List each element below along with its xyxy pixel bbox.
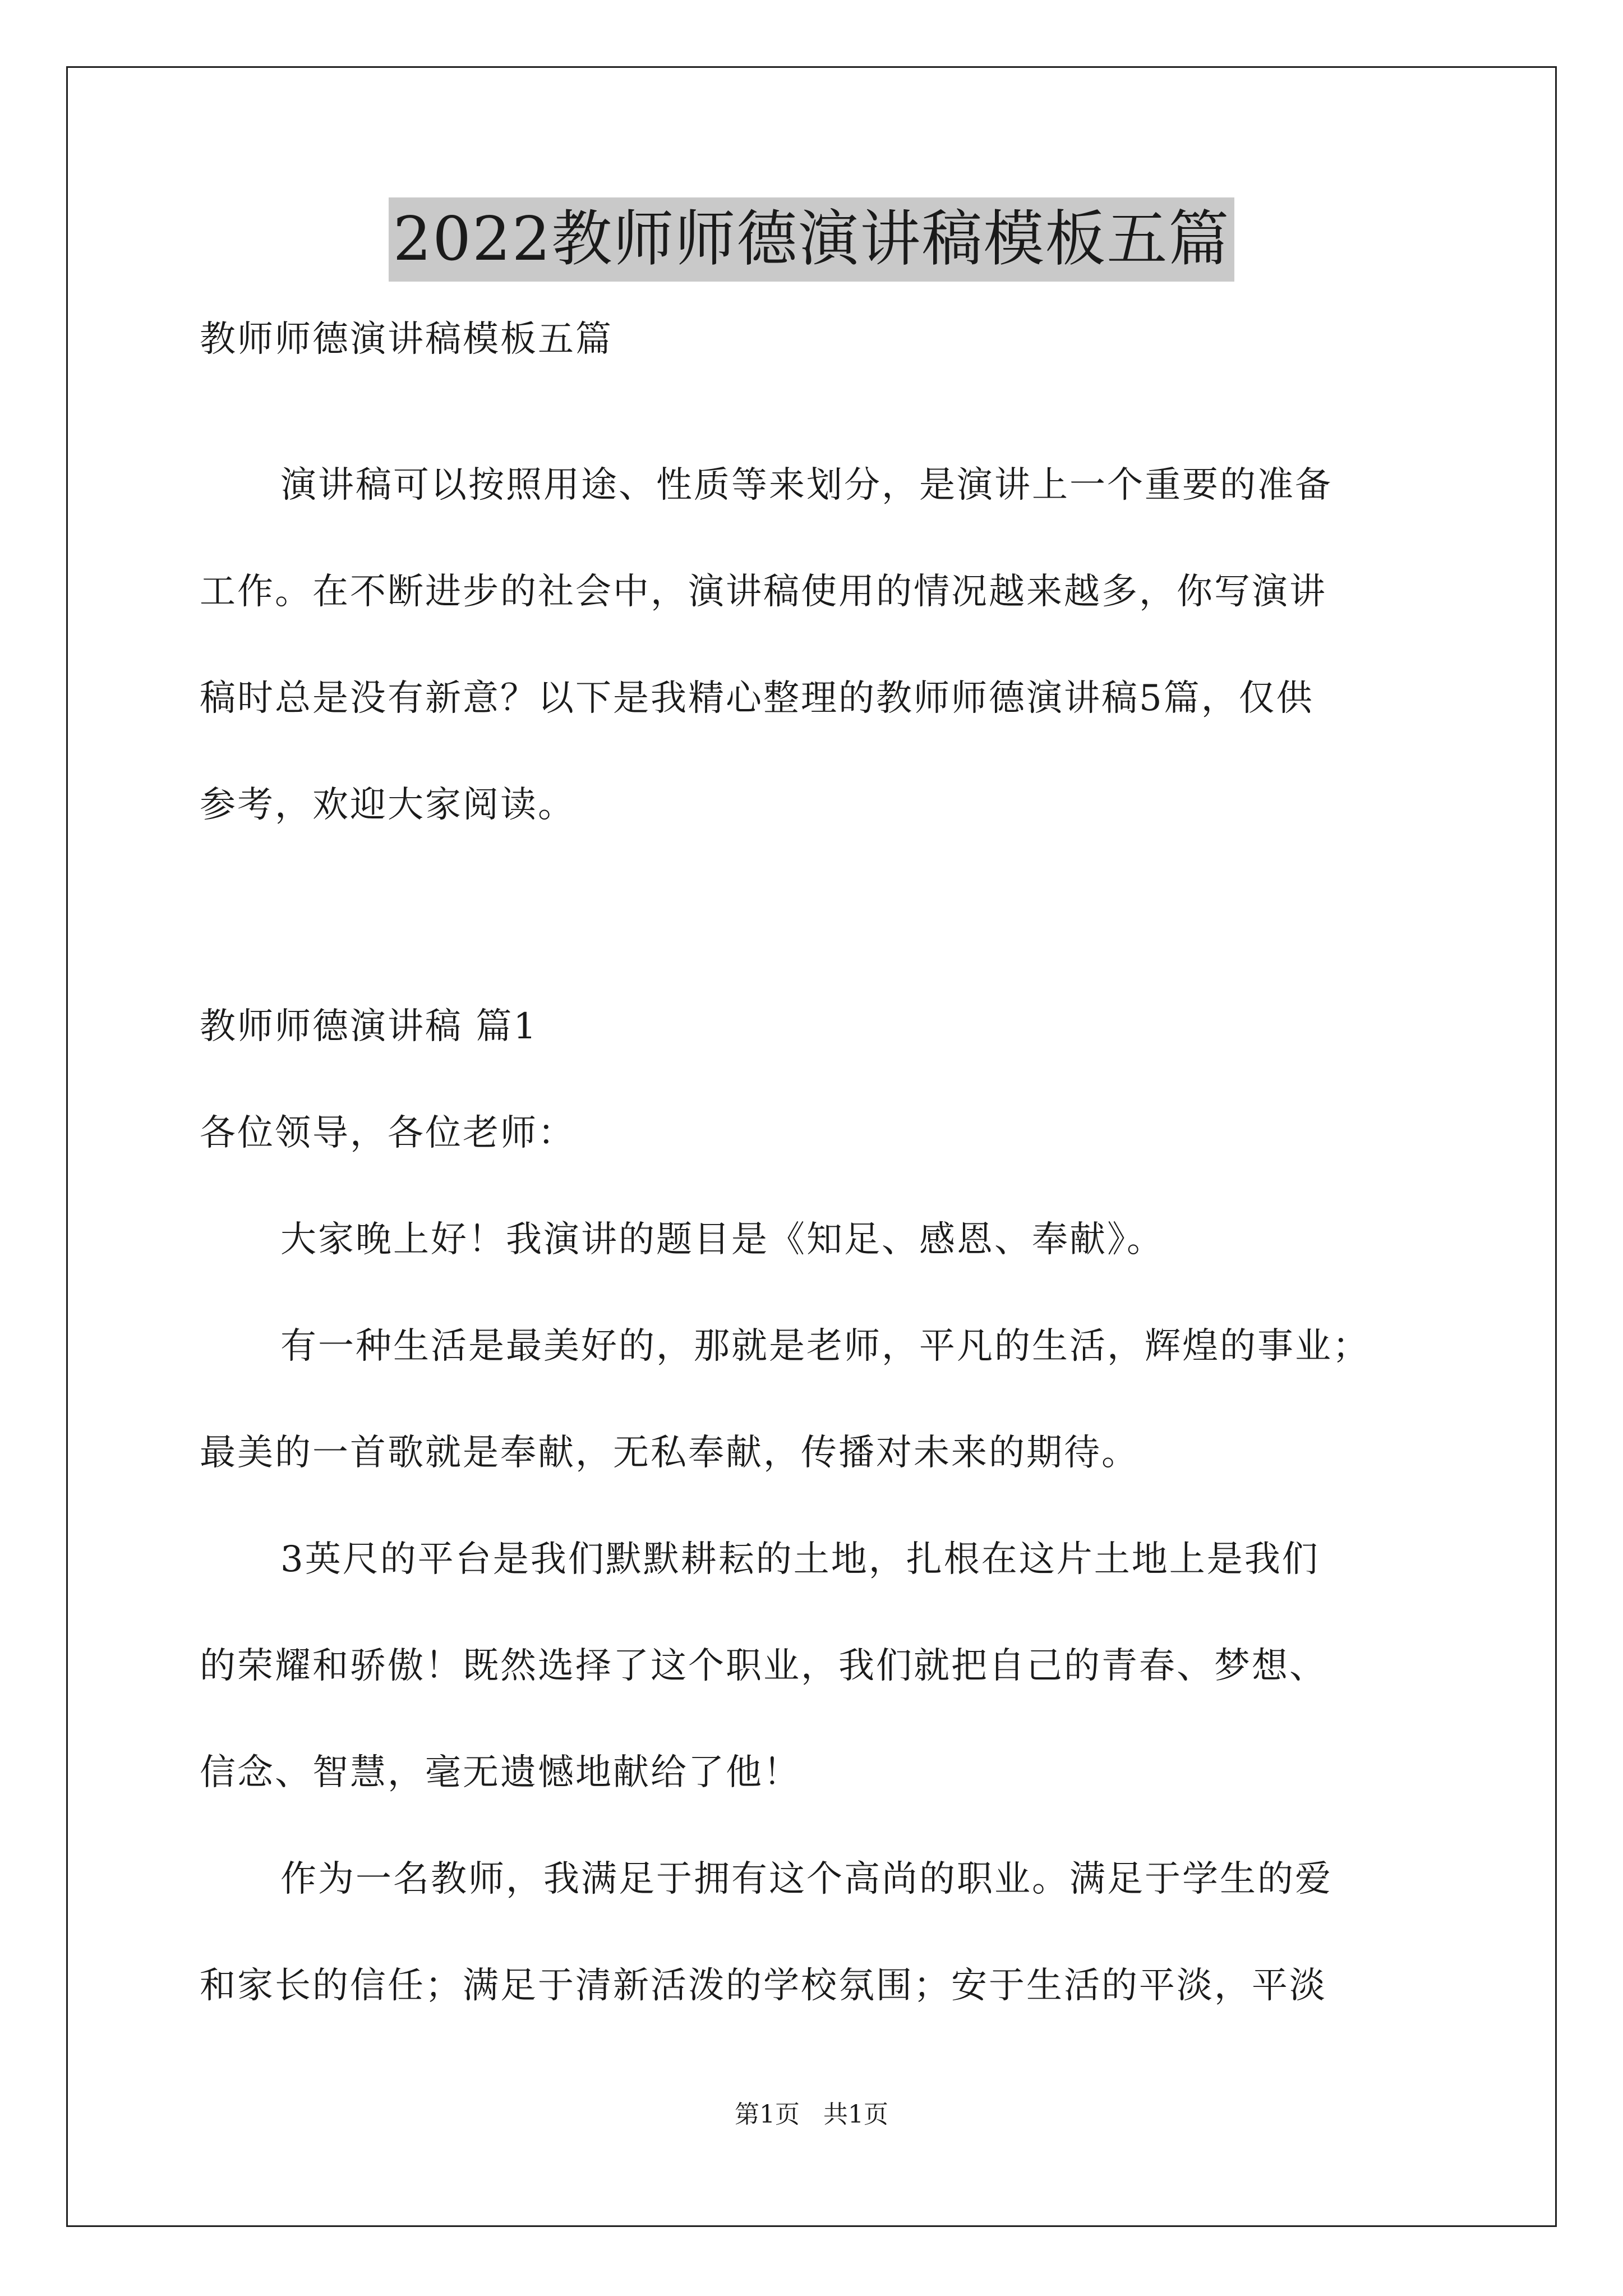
body-line: 和家长的信任；满足于清新活泼的学校氛围；安于生活的平淡，平淡	[200, 1965, 1327, 2007]
intro-line: 演讲稿可以按照用途、性质等来划分，是演讲上一个重要的准备	[280, 464, 1332, 506]
title-wrapper	[0, 197, 1623, 282]
intro-line: 稿时总是没有新意？以下是我精心整理的教师师德演讲稿5篇，仅供	[200, 678, 1314, 719]
document-subtitle: 教师师德演讲稿模板五篇	[200, 319, 613, 360]
body-line: 有一种生活是最美好的，那就是老师，平凡的生活，辉煌的事业；	[280, 1326, 1370, 1367]
salutation: 各位领导，各位老师：	[200, 1112, 575, 1154]
document-title: 2022教师师德演讲稿模板五篇	[389, 197, 1235, 282]
intro-line: 工作。在不断进步的社会中，演讲稿使用的情况越来越多，你写演讲	[200, 571, 1327, 613]
section-heading: 教师师德演讲稿 篇1	[200, 1006, 538, 1047]
body-line: 大家晚上好！我演讲的题目是《知足、感恩、奉献》。	[280, 1219, 1164, 1260]
body-line: 作为一名教师，我满足于拥有这个高尚的职业。满足于学生的爱	[280, 1858, 1332, 1900]
body-line: 的荣耀和骄傲！既然选择了这个职业，我们就把自己的青春、梦想、	[200, 1645, 1327, 1687]
body-line: 3英尺的平台是我们默默耕耘的土地，扎根在这片土地上是我们	[280, 1539, 1320, 1580]
page-number: 第1页	[735, 2100, 800, 2129]
page-footer	[0, 2098, 1623, 2132]
total-pages: 共1页	[823, 2100, 888, 2129]
body-line: 信念、智慧，毫无遗憾地献给了他！	[200, 1752, 801, 1793]
intro-line: 参考，欢迎大家阅读。	[200, 784, 575, 826]
body-line: 最美的一首歌就是奉献，无私奉献，传播对未来的期待。	[200, 1432, 1139, 1474]
